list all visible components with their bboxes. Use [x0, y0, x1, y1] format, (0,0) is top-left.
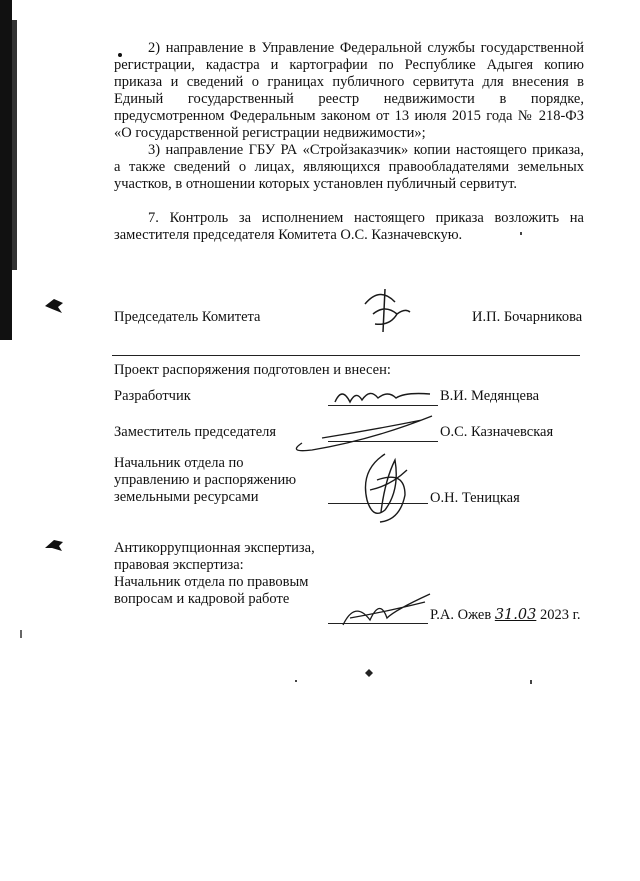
- expert-year: 2023 г.: [539, 607, 581, 623]
- ink-speck: [364, 668, 374, 678]
- text-line: Антикоррупционная экспертиза,: [114, 540, 315, 556]
- ink-dot: [20, 630, 22, 638]
- head-label: [114, 455, 296, 506]
- project-heading: Проект распоряжения подготовлен и внесен:: [114, 362, 391, 378]
- separator-line: [112, 355, 580, 356]
- head-name: О.Н. Теницкая: [430, 490, 520, 506]
- paragraph-item-7: [114, 210, 584, 244]
- punch-hole-mark: [44, 538, 64, 552]
- developer-label: Разработчик: [114, 388, 191, 404]
- scan-edge-mark: [0, 0, 12, 340]
- text-line: предусмотренном Федеральным законом от 13 июля 2015 года № 218-ФЗ: [114, 108, 584, 124]
- developer-name: В.И. Медянцева: [440, 388, 540, 404]
- text-line: «О государственной регистрации недвижимости»;: [114, 125, 426, 141]
- text-line: а также сведений о лицах, являющихся правообладателями земельных: [114, 159, 584, 175]
- text-line: Начальник отдела по правовым: [114, 574, 309, 590]
- developer-signature: [330, 384, 435, 408]
- expert-name: Р.А. Ожев: [430, 607, 492, 623]
- ink-dot: [295, 680, 297, 682]
- text-line: 7. Контроль за исполнением настоящего приказа возложить на: [148, 210, 584, 226]
- deputy-label: Заместитель председателя: [114, 424, 277, 440]
- expert-date-handwritten: 31.03: [494, 607, 537, 623]
- text-line: регистрации, кадастра и картографии по Республике Адыгея копию: [114, 57, 584, 73]
- text-line: правовая экспертиза:: [114, 557, 244, 573]
- text-line: 3) направление ГБУ РА «Стройзаказчик» копии настоящего приказа,: [148, 142, 584, 158]
- deputy-name: О.С. Казначевская: [440, 424, 554, 440]
- chair-signature: [355, 284, 415, 339]
- expert-label: [114, 540, 315, 608]
- chair-title: Председатель Комитета: [114, 309, 261, 325]
- text-line: управлению и распоряжению: [114, 472, 297, 488]
- text-line: заместителя председателя Комитета О.С. Казначевскую.: [114, 227, 463, 243]
- text-line: Начальник отдела по: [114, 455, 244, 471]
- text-line: Единый государственный реестр недвижимости в порядке,: [114, 91, 584, 107]
- chair-name: И.П. Бочарникова: [472, 309, 583, 325]
- text-line: участков, в отношении которых установлен публичный сервитут.: [114, 176, 517, 192]
- ink-dot: [530, 680, 532, 684]
- text-line: вопросам и кадровой работе: [114, 591, 290, 607]
- expert-sign-line: [430, 607, 581, 624]
- text-line: приказа и сведений о границах публичного сервитута для внесения в: [114, 74, 584, 90]
- expert-signature: [335, 590, 435, 632]
- text-line: 2) направление в Управление Федеральной службы государственной: [148, 40, 584, 56]
- text-line: земельными ресурсами: [114, 489, 259, 505]
- punch-hole-mark: [44, 298, 64, 314]
- scan-edge-mark: [12, 20, 17, 270]
- head-signature: [355, 450, 415, 526]
- paragraph-item-2: [114, 40, 584, 142]
- paragraph-item-3: [114, 142, 584, 193]
- ink-dot: [520, 232, 522, 235]
